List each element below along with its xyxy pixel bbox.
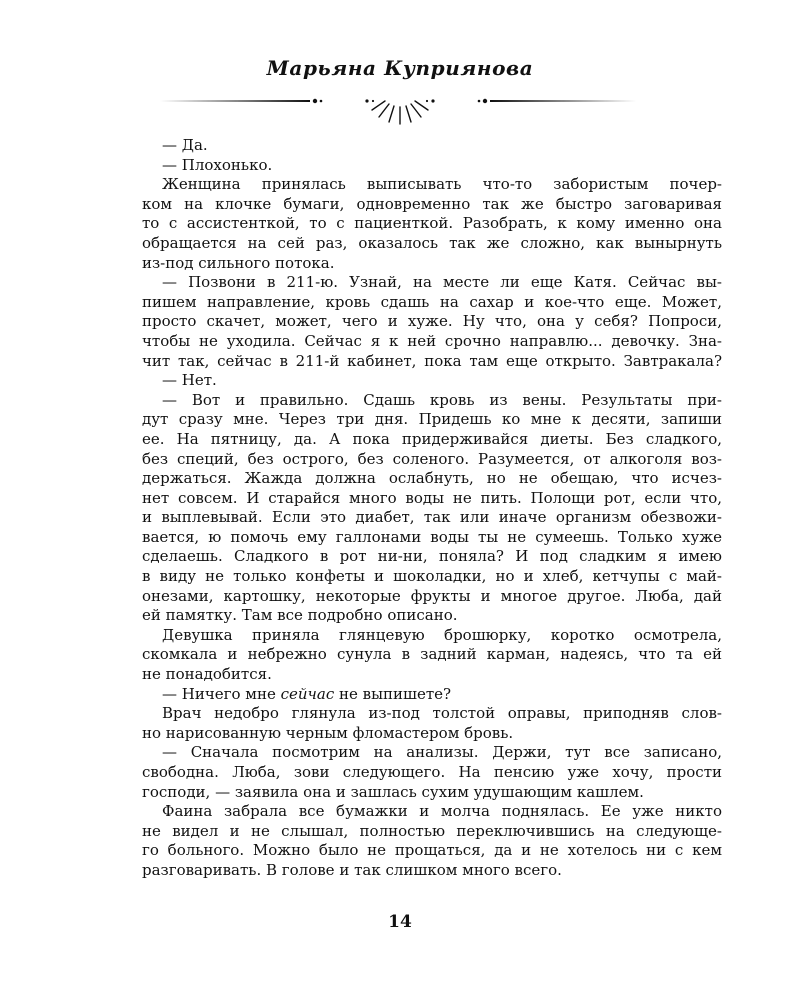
text-line: — Сначала посмотрим на анализы. Держи, тут все записано, bbox=[162, 743, 722, 762]
text-line: Врач недобро глянула из-под толстой оправы, приподняв слов- bbox=[162, 704, 722, 723]
text-line: из-под сильного потока. bbox=[142, 253, 335, 272]
text-line: не видел и не слышал, полностью переключившись на следующе- bbox=[142, 821, 722, 840]
text-line: держаться. Жажда должна ослабнуть, но не обещаю, что исчез- bbox=[142, 469, 722, 488]
text-line: свободна. Люба, зови следующего. На пенсию уже хочу, прости bbox=[142, 763, 722, 781]
text-line: Девушка приняла глянцевую брошюрку, коротко осмотрела, bbox=[162, 625, 722, 644]
text-line: но нарисованную черным фломастером бровь. bbox=[142, 723, 514, 742]
text-line: не понадобится. bbox=[142, 665, 272, 684]
paragraph bbox=[142, 273, 722, 371]
text-line: без специй, без острого, без соленого. Разумеется, от алкоголя воз- bbox=[142, 449, 722, 468]
text-line: сделаешь. Сладкого в рот ни-ни, поняла? И под сладким я имею bbox=[142, 547, 722, 566]
paragraph bbox=[142, 685, 722, 705]
text-line: онезами, картошку, некоторые фрукты и многое другое. Люба, дай bbox=[142, 586, 722, 605]
text-line: го больного. Можно было не прощаться, да и не хотелось ни с кем bbox=[142, 841, 722, 860]
crescent-moon-ornament-icon bbox=[160, 80, 640, 128]
text-line: Женщина принялась выписывать что-то забористым почер- bbox=[162, 175, 722, 194]
text-line: вается, ю помочь ему галлонами воды ты не сумеешь. Только хуже bbox=[142, 527, 722, 546]
paragraph bbox=[142, 626, 722, 685]
running-header-author: Марьяна Куприянова bbox=[266, 56, 534, 80]
text-line: ей памятку. Там все подробно описано. bbox=[142, 606, 458, 625]
text-line: разговаривать. В голове и так слишком много всего. bbox=[142, 860, 562, 879]
paragraph bbox=[142, 704, 722, 743]
text-line: чит так, сейчас в 211-й кабинет, пока там еще открыто. Завтракала? bbox=[142, 351, 722, 370]
text-line: — Вот и правильно. Сдашь кровь из вены. Результаты при- bbox=[162, 390, 722, 409]
text-line: в виду не только конфеты и шоколадки, но и хлеб, кетчупы с май- bbox=[142, 567, 722, 586]
emphasis-word: сейчас bbox=[280, 684, 335, 703]
paragraph bbox=[142, 136, 722, 156]
text-line: скомкала и небрежно сунула в задний карман, надеясь, что та ей bbox=[142, 645, 722, 664]
body-text bbox=[142, 136, 722, 881]
paragraph bbox=[142, 371, 722, 391]
page-number: 14 bbox=[388, 912, 412, 932]
text-line: пишем направление, кровь сдашь на сахар и кое-что еще. Может, bbox=[142, 292, 722, 311]
paragraph bbox=[142, 156, 722, 176]
text-line: — Позвони в 211-ю. Узнай, на месте ли еще Катя. Сейчас вы- bbox=[162, 273, 722, 292]
text-line: и выплевывай. Если это диабет, так или иначе организм обезвожи- bbox=[142, 508, 722, 527]
text-line: то с ассистенткой, то с пациенткой. Разобрать, к кому именно она bbox=[142, 214, 722, 233]
paragraph bbox=[142, 175, 722, 273]
paragraph bbox=[142, 743, 722, 802]
paragraph bbox=[142, 391, 722, 626]
text-line: нет совсем. И старайся много воды не пить. Полощи рот, если что, bbox=[142, 488, 722, 507]
text-line: — Нет. bbox=[162, 371, 217, 390]
text-line: — Да. bbox=[162, 136, 208, 154]
text-line: ее. На пятницу, да. А пока придерживайся диеты. Без сладкого, bbox=[142, 429, 722, 448]
text-line: ком на клочке бумаги, одновременно так же быстро заговаривая bbox=[142, 194, 722, 213]
text-line: чтобы не уходила. Сейчас я к ней срочно направлю... девочку. Зна- bbox=[142, 331, 722, 350]
text-line-with-emphasis: — Ничего мне сейчас не выпишете? bbox=[162, 684, 452, 703]
paragraph bbox=[142, 802, 722, 880]
text-line: Фаина забрала все бумажки и молча поднялась. Ее уже никто bbox=[162, 802, 722, 821]
text-line: — Плохонько. bbox=[162, 155, 273, 174]
text-line: обращается на сей раз, оказалось так же сложно, как вынырнуть bbox=[142, 233, 722, 252]
text-line: просто скачет, может, чего и хуже. Ну что, она у себя? Попроси, bbox=[142, 312, 722, 331]
text-line: господи, — заявила она и зашлась сухим удушающим кашлем. bbox=[142, 782, 644, 801]
text-line: дут сразу мне. Через три дня. Придешь ко мне к десяти, запиши bbox=[142, 410, 722, 429]
